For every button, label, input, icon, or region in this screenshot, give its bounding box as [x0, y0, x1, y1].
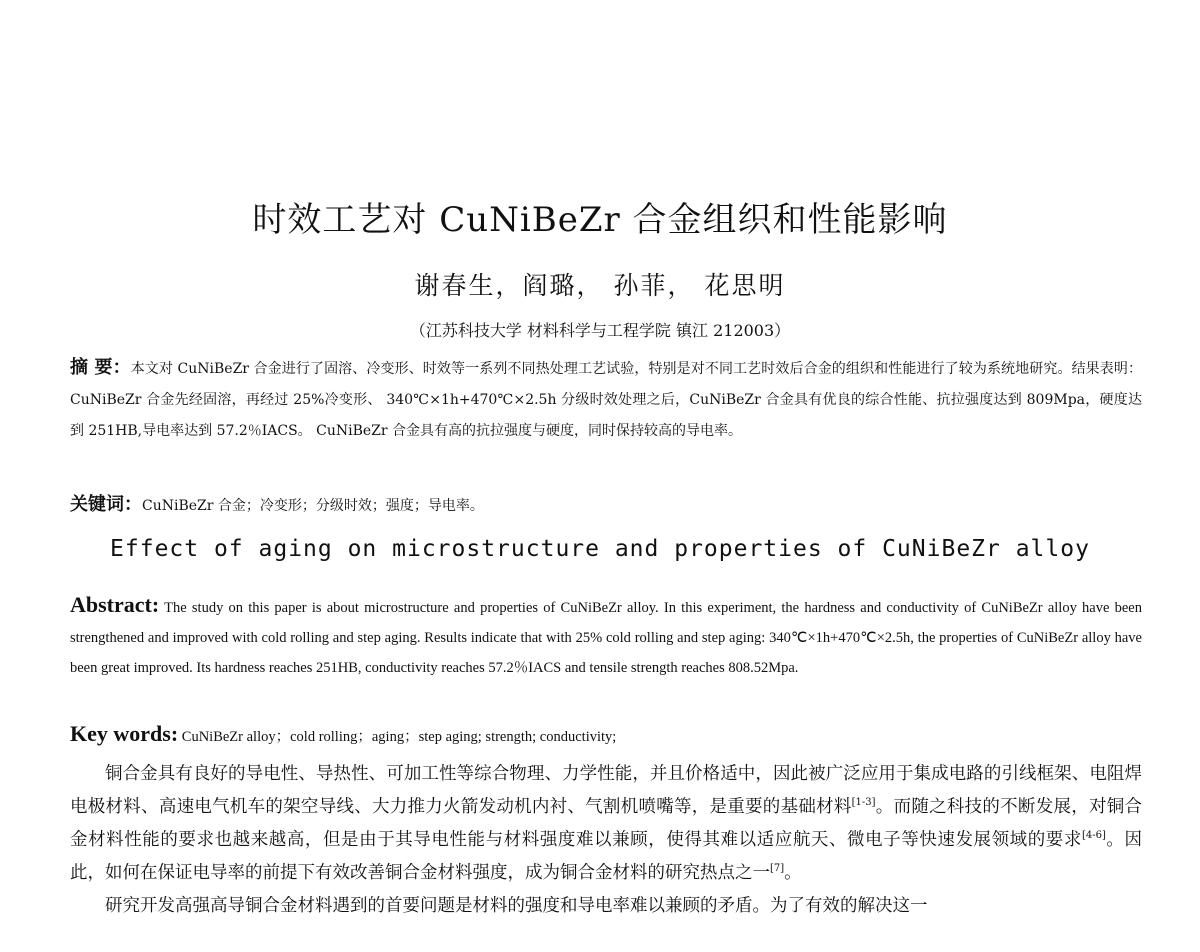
chinese-keywords — [70, 490, 1142, 516]
chinese-abstract-text: 本文对 CuNiBeZr 合金进行了固溶、冷变形、时效等一系列不同热处理工艺试验，特别是对不同工艺时效后合金的组织和性能进行了较为系统地研究。结果表明：CuNiBeZr 合金先经固溶，再经过 25%冷变形、 340℃×1h+470℃×2.5h 分级时效处理之后，CuNiBeZr 合金具有优良的综合性能、抗拉强度达到 809Mpa，硬度达到 251HB,导电率达到 57.2％IACS。 CuNiBeZr 合金具有高的抗拉强度与硬度，同时保持较高的导电率。 — [70, 361, 1142, 439]
english-title: Effect of aging on microstructure and properties of CuNiBeZr alloy — [110, 536, 1090, 562]
author-list: 谢春生，阎璐， 孙菲， 花思明 — [414, 271, 786, 300]
chinese-abstract-label: 摘 要： — [70, 357, 131, 378]
paper-title: 时效工艺对 CuNiBeZr 合金组织和性能影响 — [252, 200, 948, 240]
body-text-segment: 铜合金具有良好的导电性、导热性、可加工性等综合物理、力学性能，并且价格适中，因此被广泛应用于集成电路的引线框架、电阻焊电极材料、高速电气机车的架空导线、大力推力火箭发动机内衬、气割机喷嘴等，是重要的基础材料 — [70, 764, 1142, 817]
affiliation: （江苏科技大学 材料科学与工程学院 镇江 212003） — [409, 321, 791, 340]
english-keywords-label: Key words: — [70, 721, 179, 746]
citation-ref: [4-6] — [1081, 830, 1106, 842]
english-keywords — [70, 721, 1142, 747]
citation-ref: [7] — [770, 863, 785, 875]
body-paragraph-1 — [70, 758, 1142, 890]
body-text-segment: 。而随之科技的不断发展，对铜合金材料性能的要求也越来越高，但是由于其导电性能与材料强度难以兼顾，使得其难以适应航天、微电子等快速发展领域的要求 — [70, 797, 1143, 850]
chinese-abstract — [70, 352, 1142, 447]
body-paragraph-2: 研究开发高强高导铜合金材料遇到的首要问题是材料的强度和导电率难以兼顾的矛盾。为了有效的解决这一 — [105, 896, 928, 916]
body-text-segment: 。因此，如何在保证电导率的前提下有效改善铜合金材料强度，成为铜合金材料的研究热点之一 — [70, 830, 1143, 883]
english-abstract — [70, 590, 1142, 683]
body-text-segment: 。 — [784, 863, 802, 883]
english-abstract-label: Abstract: — [70, 592, 160, 617]
english-abstract-text: The study on this paper is about microstructure and properties of CuNiBeZr alloy. In this experiment, the hardness and conductivity of CuNiBeZr alloy have been strengthened and improved with cold rolling and step aging. Results indicate that with 25% cold rolling and step aging: 340℃×1h+470℃×2.5h, the properties of CuNiBeZr alloy have been great improved. Its hardness reaches 251HB, conductivity reaches 57.2％IACS and tensile strength reaches 808.52Mpa. — [70, 600, 1142, 676]
body-text — [70, 758, 1142, 923]
citation-ref: [1-3] — [851, 797, 876, 809]
english-keywords-text: CuNiBeZr alloy；cold rolling；aging；step aging; strength; conductivity; — [178, 729, 617, 745]
chinese-keywords-text: CuNiBeZr 合金；冷变形；分级时效；强度；导电率。 — [142, 498, 484, 514]
chinese-keywords-label: 关键词： — [70, 494, 142, 515]
